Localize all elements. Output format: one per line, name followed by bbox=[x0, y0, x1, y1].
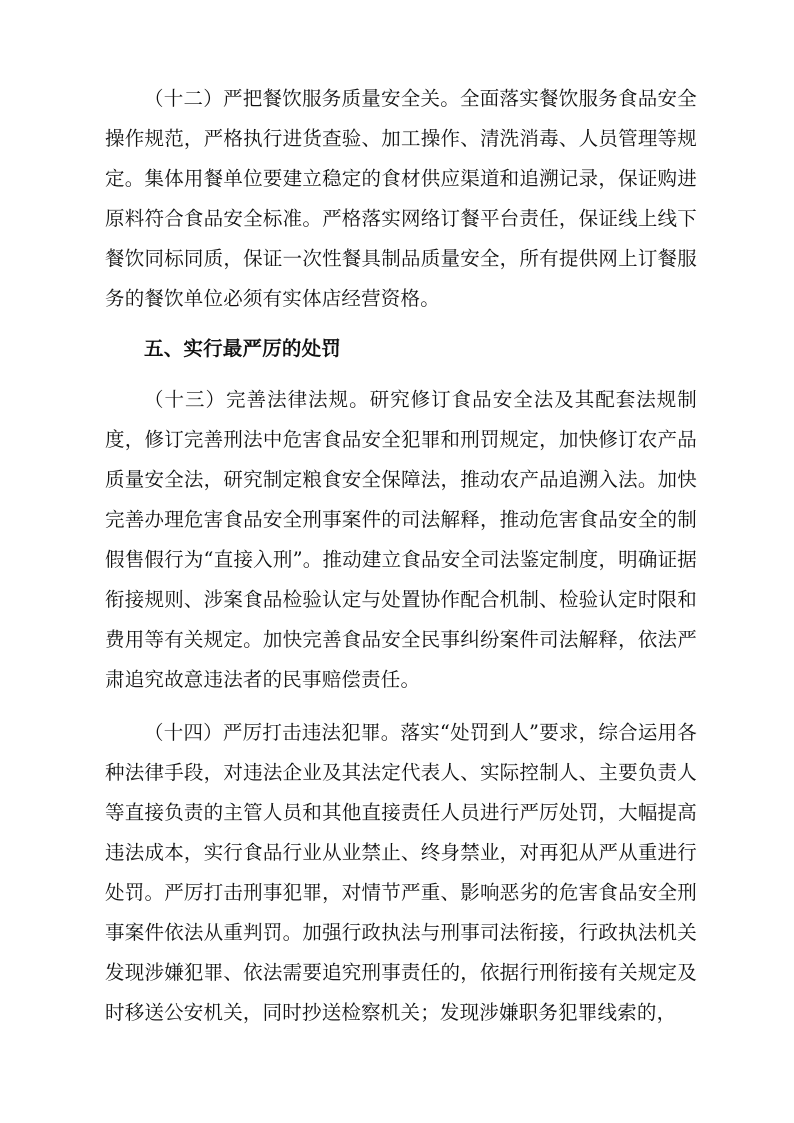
paragraph-13: （十三）完善法律法规。研究修订食品安全法及其配套法规制度，修订完善刑法中危害食品安全犯罪和刑罚规定，加快修订农产品质量安全法，研究制定粮食安全保障法，推动农产品追溯入法。加快完善办理危害食品安全刑事案件的司法解释，推动危害食品安全的制假售假行为“直接入刑”。推动建立食品安全司法鉴定制度，明确证据衔接规则、涉案食品检验认定与处置协作配合机制、检验认定时限和费用等有关规定。加快完善食品安全民事纠纷案件司法解释，依法严肃追究故意违法者的民事赔偿责任。 bbox=[105, 388, 697, 691]
paragraph-12: （十二）严把餐饮服务质量安全关。全面落实餐饮服务食品安全操作规范，严格执行进货查验、加工操作、清洗消毒、人员管理等规定。集体用餐单位要建立稳定的食材供应渠道和追溯记录，保证购进原料符合食品安全标准。严格落实网络订餐平台责任，保证线上线下餐饮同标同质，保证一次性餐具制品质量安全，所有提供网上订餐服务的餐饮单位必须有实体店经营资格。 bbox=[105, 87, 697, 310]
section-heading-5: 五、实行最严厉的处罚 bbox=[144, 337, 342, 360]
paragraph-14: （十四）严厉打击违法犯罪。落实“处罚到人”要求，综合运用各种法律手段，对违法企业及其法定代表人、实际控制人、主要负责人等直接负责的主管人员和其他直接责任人员进行严厉处罚，大幅提高违法成本，实行食品行业从业禁止、终身禁业，对再犯从严从重进行处罚。严厉打击刑事犯罪，对情节严重、影响恶劣的危害食品安全刑事案件依法从重判罚。加强行政执法与刑事司法衔接，行政执法机关发现涉嫌犯罪、依法需要追究刑事责任的，依据行刑衔接有关规定及时移送公安机关，同时抄送检察机关；发现涉嫌职务犯罪线索的， bbox=[105, 721, 697, 1024]
